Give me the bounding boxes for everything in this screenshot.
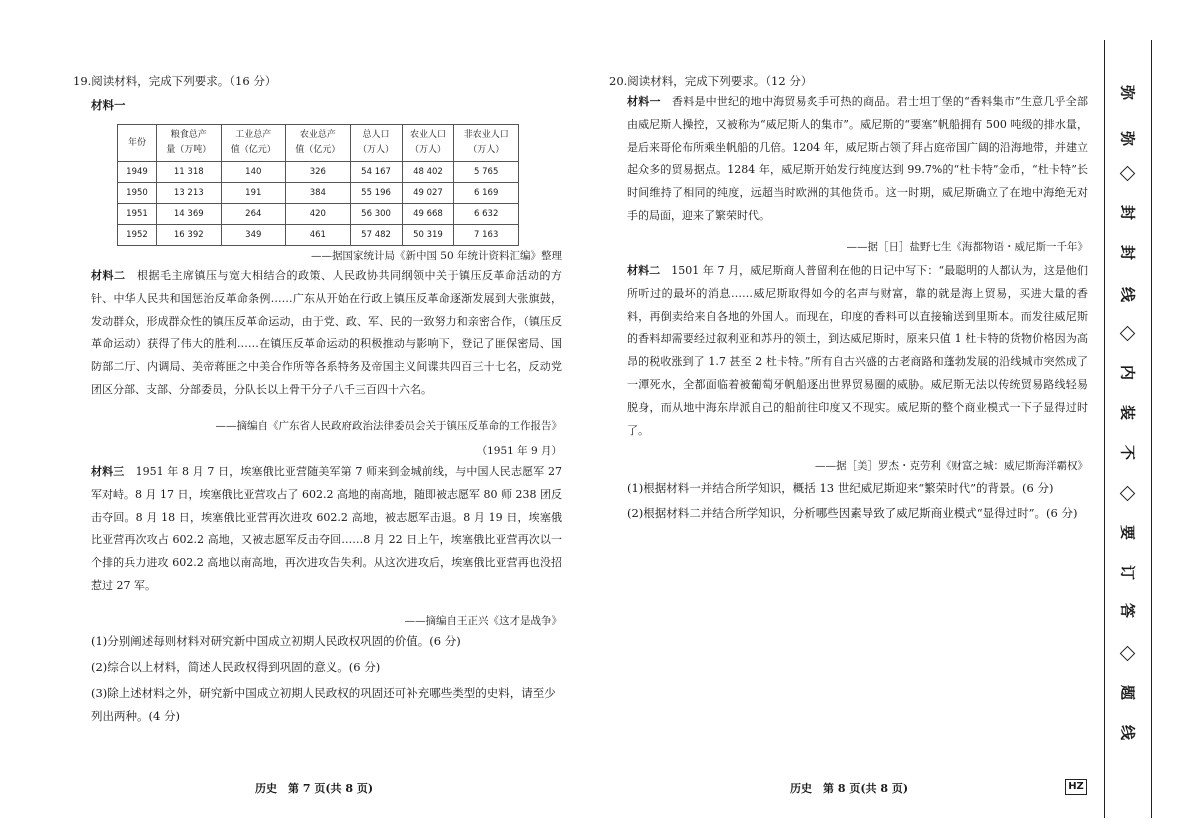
table-cell: 5 765 (454, 162, 519, 183)
q19-material1-source: ——据国家统计局《新中国 50 年统计资料汇编》整理 (310, 250, 562, 262)
binding-char: 封 (1118, 204, 1137, 220)
table-row (118, 225, 519, 246)
right-page (600, 0, 1100, 838)
table-cell: 1952 (118, 225, 157, 246)
binding-char: 封 (1118, 244, 1137, 260)
binding-char: 线 (1118, 286, 1137, 302)
diamond-icon (1120, 646, 1136, 662)
q20-question-2: (2)根据材料二并结合所学知识，分析哪些因素导致了威尼斯商业模式“显得过时”。(6 分) (627, 506, 1078, 520)
table-cell: 1950 (118, 183, 157, 204)
q20-material2-text: 1501 年 7 月，威尼斯商人普留利在他的日记中写下：“最聪明的人都认为，这是他们所听过的最坏的消息……威尼斯取得如今的名声与财富，靠的就是海上贸易，买进大量的香料，再倒卖给来自各地的外国人。而现在，印度的香料可以直接输送到里斯本。而发往威尼斯的香料却需要经过叙利亚和苏丹的领土，到达威尼斯时，原来只值 1 杜卡特的货物价格因为高昂的税收涨到了 1.7 甚至 2 杜卡特。”所有自古兴盛的古老商路和蓬勃发展的沿线城市突然成了一潭死水，全都面临着被葡萄牙帆船逐出世界贸易圈的威胁。威尼斯无法以传统贸易路线轻易脱身，而从地中海东岸派自己的船前往印度又不现实。威尼斯的整个商业模式一下子显得过时了。 (627, 264, 1089, 437)
table-cell: 461 (286, 225, 351, 246)
q19-material3-text: 1951 年 8 月 7 日，埃塞俄比亚营随美军第 7 师来到金城前线，与中国人民志愿军 27 军对峙。8 月 17 日，埃塞俄比亚营攻占了 602.2 高地的南高地，随即被志愿军 80 师 238 团反击夺回。8 月 18 日，埃塞俄比亚营再次进攻 602.2 高地，被志愿军击退。8 月 19 日，埃塞俄比亚营再次攻占 602.2 高地，又被志愿军反击夺回……8 月 22 日上午，埃塞俄比亚营再次以一个排的兵力进攻 602.2 高地以南高地，再次进攻告失利。从这次进攻后，埃塞俄比亚营再也没招惹过 27 军。 (91, 465, 563, 592)
table-header-cell: 工业总产 值（亿元） (221, 125, 286, 162)
binding-char: 线 (1118, 724, 1137, 740)
table-header-cell: 总人口 （万人） (350, 125, 402, 162)
table-cell: 57 482 (350, 225, 402, 246)
table-header-cell: 农业人口 （万人） (402, 125, 454, 162)
table-header-cell: 粮食总产 量（万吨） (157, 125, 222, 162)
table-header-cell: 农业总产 值（亿元） (286, 125, 351, 162)
table-header-row (118, 125, 519, 162)
table-cell: 1951 (118, 204, 157, 225)
table-cell: 1949 (118, 162, 157, 183)
q19-question-1: (1)分别阐述每则材料对研究新中国成立初期人民政权巩固的价值。(6 分) (91, 634, 461, 648)
binding-char: 题 (1118, 684, 1137, 700)
binding-char: 内 (1118, 364, 1137, 380)
question-20-title: 20.阅读材料，完成下列要求。（12 分） (609, 74, 813, 88)
table-cell: 14 369 (157, 204, 222, 225)
binding-border-line (1104, 40, 1105, 818)
q20-material1-paragraph (627, 91, 1088, 228)
binding-char: 不 (1118, 444, 1137, 460)
q20-material1-label: 材料一 (627, 95, 661, 108)
q19-material2-text: 根据毛主席镇压与宽大相结合的政策、人民政协共同纲领中关于镇压反革命活动的方针、中华人民共和国惩治反革命条例……广东从开始在行政上镇压反革命逐渐发展到大张旗鼓，发动群众，形成群众性的镇压反革命运动，由于党、政、军、民的一致努力和亲密合作，（镇压反革命运动）获得了伟大的胜利……在镇压反革命运动的积极推动与影响下，登记了匪保密局、国防部二厅、内调局、美帝蒋匪之中美合作所等各系特务及帝国主义间谍共四百三十七名，反动党团区分部、支部、分部委员，分队长以上骨干分子八千三百四十六名。 (91, 269, 562, 396)
q19-material3-paragraph (91, 461, 562, 598)
q19-material1-label: 材料一 (91, 98, 126, 112)
q19-material2-paragraph (91, 265, 562, 402)
table-cell: 11 318 (157, 162, 222, 183)
q20-material2-source: ——据［美］罗杰・克劳利《财富之城：威尼斯海洋霸权》 (815, 460, 1088, 472)
q20-material1-text: 香料是中世纪的地中海贸易炙手可热的商品。君士坦丁堡的“香料集市”生意几乎全部由威尼斯人操控，又被称为“威尼斯人的集市”。威尼斯的“要塞”帆船拥有 500 吨级的排水量，是后来哥伦布所乘坐帆船的几倍。1204 年，威尼斯占领了拜占庭帝国广阔的沿海地带，并建立起众多的贸易据点。1284 年，威尼斯开始发行纯度达到 99.7%的“杜卡特”金币，“杜卡特”长时间维持了相同的纯度，远超当时欧洲的其他货币。这一时期，威尼斯确立了在地中海绝无对手的局面，迎来了繁荣时代。 (627, 95, 1089, 222)
diamond-icon (1120, 486, 1136, 502)
q19-material2-date: （1951 年 9 月） (476, 445, 562, 457)
question-19-title: 19.阅读材料，完成下列要求。（16 分） (73, 74, 277, 88)
table-cell: 16 392 (157, 225, 222, 246)
table-cell: 140 (221, 162, 286, 183)
statistics-table (117, 124, 519, 246)
table-cell: 264 (221, 204, 286, 225)
q20-material1-source: ——据［日］盐野七生《海都物语・威尼斯一千年》 (846, 241, 1088, 253)
right-page-footer: 历史 第 8 页(共 8 页) (790, 782, 909, 795)
table-cell: 7 163 (454, 225, 519, 246)
page-code-box: HZ (1065, 779, 1087, 795)
table-cell: 49 027 (402, 183, 454, 204)
binding-char: 订 (1118, 564, 1137, 580)
table-cell: 49 668 (402, 204, 454, 225)
table-cell: 48 402 (402, 162, 454, 183)
left-page-footer: 历史 第 7 页(共 8 页) (255, 782, 374, 795)
q20-question-1: (1)根据材料一并结合所学知识，概括 13 世纪威尼斯迎来“繁荣时代”的背景。(6 分) (627, 481, 1054, 495)
binding-strip (1100, 40, 1156, 818)
binding-char: 装 (1118, 404, 1137, 420)
table-cell: 54 167 (350, 162, 402, 183)
binding-border-line (1151, 40, 1152, 818)
q20-material2-label: 材料二 (627, 264, 661, 277)
table-cell: 420 (286, 204, 351, 225)
q19-question-2: (2)综合以上材料，简述人民政权得到巩固的意义。(6 分) (91, 660, 381, 674)
binding-char: 弥 (1118, 84, 1137, 100)
binding-char: 弥 (1118, 130, 1137, 146)
q20-material2-paragraph (627, 260, 1088, 442)
table-cell: 349 (221, 225, 286, 246)
table-cell: 6 632 (454, 204, 519, 225)
q19-material3-label: 材料三 (91, 465, 125, 478)
table-cell: 326 (286, 162, 351, 183)
table-row (118, 183, 519, 204)
table-cell: 13 213 (157, 183, 222, 204)
table-cell: 384 (286, 183, 351, 204)
q19-material3-source: ——摘编自王正兴《这才是战争》 (404, 615, 562, 627)
table-cell: 50 319 (402, 225, 454, 246)
table-row (118, 162, 519, 183)
table-cell: 6 169 (454, 183, 519, 204)
table-cell: 191 (221, 183, 286, 204)
diamond-icon (1120, 326, 1136, 342)
table-header-cell: 非农业人口 （万人） (454, 125, 519, 162)
binding-char: 答 (1118, 602, 1137, 618)
binding-char: 要 (1118, 524, 1137, 540)
table-header-cell: 年份 (118, 125, 157, 162)
q19-material2-label: 材料二 (91, 269, 126, 282)
table-row (118, 204, 519, 225)
diamond-icon (1120, 166, 1136, 182)
q19-question-3: (3)除上述材料之外，研究新中国成立初期人民政权的巩固还可补充哪些类型的史料，请至少列出两种。(4 分) (91, 686, 556, 723)
q19-material2-source: ——摘编自《广东省人民政府政治法律委员会关于镇压反革命的工作报告》 (215, 420, 562, 432)
table-cell: 55 196 (350, 183, 402, 204)
table-cell: 56 300 (350, 204, 402, 225)
